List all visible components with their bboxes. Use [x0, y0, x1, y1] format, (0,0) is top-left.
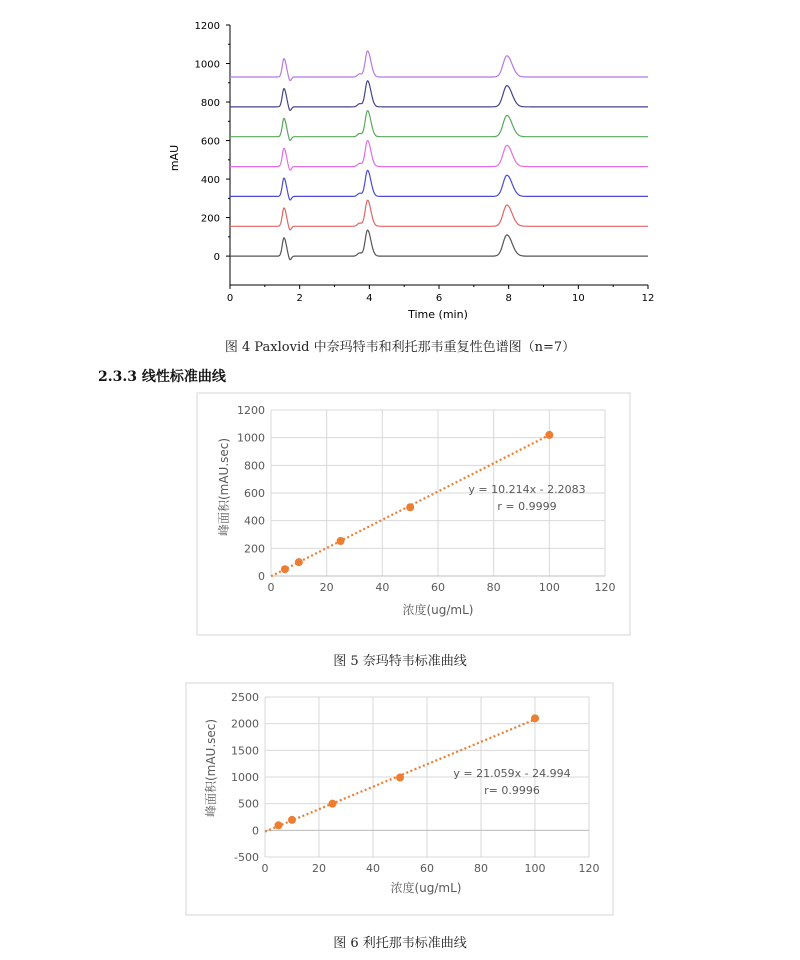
series-line [230, 111, 648, 141]
x-tick-label: 80 [486, 581, 501, 594]
calibration-chart-nirmatrelvir [0, 390, 800, 640]
correlation-coefficient: r= 0.9996 [484, 784, 540, 797]
y-tick-label: 500 [238, 797, 259, 811]
chromatogram-y-axis-label: mAU [168, 144, 181, 172]
x-tick-label: 40 [375, 581, 390, 594]
y-tick-label: 2500 [231, 691, 259, 704]
regression-equation: y = 10.214x - 2.2083 [468, 483, 586, 496]
y-tick-label: 1200 [194, 21, 220, 32]
x-tick-label: 0 [267, 581, 275, 594]
chromatogram-x-axis-label: Time (min) [408, 308, 468, 321]
x-tick-label: 60 [420, 862, 434, 875]
x-tick-label: 40 [366, 862, 380, 875]
series-line [230, 200, 648, 230]
chromatogram-chart [0, 0, 800, 330]
y-axis-label: 峰面积(mAU.sec) [217, 437, 231, 537]
figure-4-caption: 图 4 Paxlovid 中奈玛特韦和利托那韦重复性色谱图（n=7） [224, 340, 576, 355]
data-point [281, 565, 289, 573]
y-tick-label: 200 [244, 542, 265, 556]
series-line [230, 81, 648, 111]
x-tick-label: 10 [571, 293, 585, 304]
data-point [337, 537, 345, 545]
y-tick-label: 800 [244, 459, 265, 473]
x-tick-label: 120 [578, 862, 600, 875]
correlation-coefficient: r = 0.9999 [497, 500, 557, 513]
x-tick-label: 80 [474, 862, 488, 875]
x-tick-label: 2 [296, 293, 303, 304]
series-line [230, 141, 648, 171]
y-tick-label: 600 [244, 487, 265, 500]
section-heading: 2.3.3 线性标准曲线 [98, 369, 226, 385]
chromatogram-axes [230, 25, 648, 285]
x-tick-label: 120 [594, 581, 616, 594]
y-tick-label: 1000 [231, 771, 259, 784]
chromatogram-ticks [195, 21, 655, 304]
data-point [275, 821, 283, 829]
y-tick-label: 2000 [231, 717, 259, 731]
x-tick-label: 0 [261, 862, 269, 875]
figure-5-caption: 图 5 奈玛特韦标准曲线 [333, 654, 467, 669]
y-tick-label: 600 [200, 136, 220, 148]
y-tick-label: 1500 [231, 744, 259, 758]
calibration-chart-ritonavir [0, 680, 800, 920]
regression-equation: y = 21.059x - 24.994 [453, 767, 571, 780]
data-point [295, 558, 303, 566]
y-tick-label: 400 [200, 175, 220, 187]
x-axis-label: 浓度(ug/mL) [390, 881, 462, 895]
data-point [329, 800, 337, 808]
y-tick-label: 1000 [194, 59, 220, 71]
x-tick-label: 100 [538, 581, 560, 594]
y-axis-label: 峰面积(mAU.sec) [204, 718, 218, 818]
data-point [396, 774, 404, 782]
x-tick-label: 0 [226, 293, 234, 304]
series-line [230, 51, 648, 81]
x-tick-label: 20 [312, 862, 326, 875]
x-tick-label: 12 [641, 293, 655, 304]
chromatogram-series [230, 51, 648, 260]
figure-6-caption: 图 6 利托那韦标准曲线 [333, 936, 467, 951]
series-line [230, 170, 648, 200]
y-tick-label: 0 [213, 252, 220, 264]
data-point [545, 431, 553, 439]
x-tick-label: 20 [319, 581, 334, 594]
y-tick-label: 0 [252, 824, 259, 838]
x-axis-label: 浓度(ug/mL) [402, 603, 474, 617]
data-point [406, 503, 414, 511]
x-tick-label: 60 [431, 581, 445, 594]
y-tick-label: 1200 [237, 404, 265, 417]
y-tick-label: 200 [200, 213, 220, 225]
series-line [230, 230, 648, 260]
data-point [288, 816, 296, 824]
x-tick-label: 6 [435, 293, 443, 304]
y-tick-label: -500 [234, 851, 259, 864]
x-tick-label: 4 [366, 293, 373, 304]
x-tick-label: 100 [524, 862, 546, 875]
y-tick-label: 0 [258, 570, 265, 583]
y-tick-label: 800 [200, 98, 220, 110]
x-tick-label: 8 [505, 293, 512, 304]
data-point [531, 714, 539, 722]
y-tick-label: 400 [244, 514, 265, 528]
y-tick-label: 1000 [237, 431, 265, 445]
